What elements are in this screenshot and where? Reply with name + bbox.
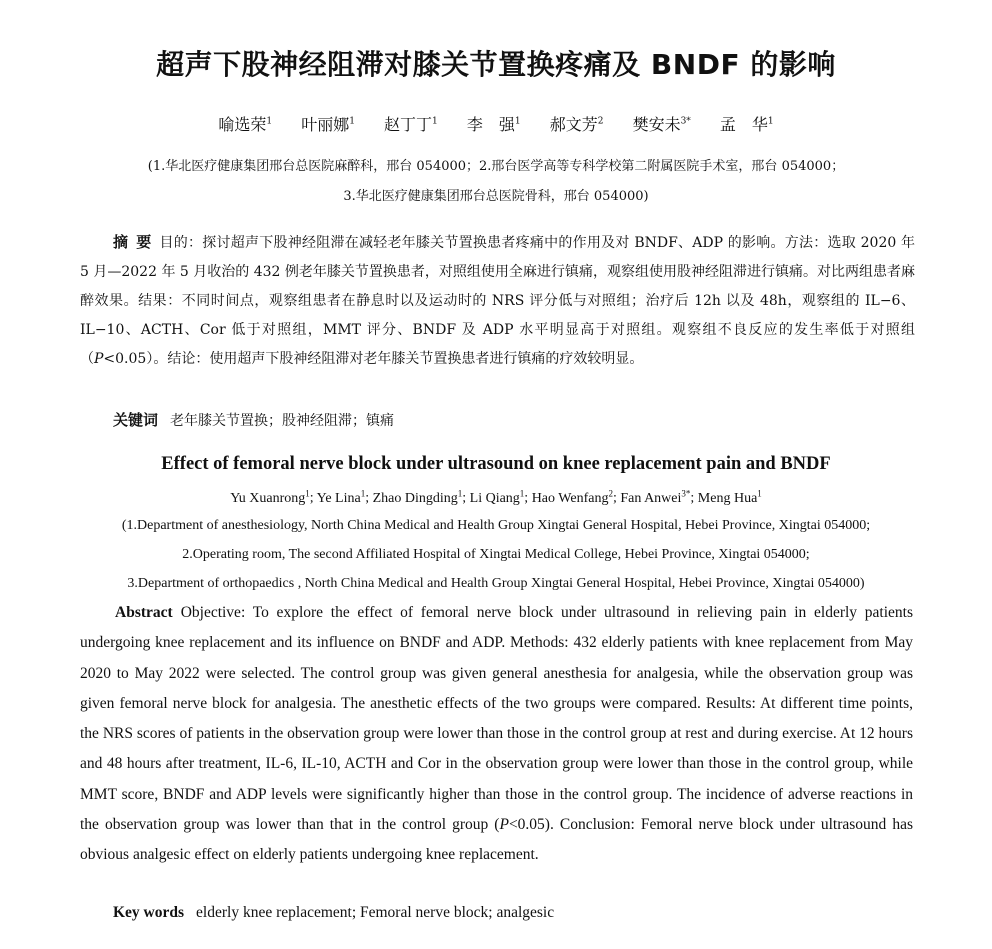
- english-abstract-text-end: <0.05). Conclusion: Femoral nerve block under ultrasound has obvious analgesic effect on elderly patients undergoing knee replacement.: [80, 816, 913, 864]
- english-affiliation-line: (1.Department of anesthesiology, North China Medical and Health Group Xingtai General Hospital, Hebei Province, Xingtai 054000;: [121, 518, 871, 533]
- english-author: Zhao Dingding$^1$: [372, 488, 463, 506]
- english-abstract-text: Objective: To explore the effect of femoral nerve block under ultrasound in relieving pain in elderly patients undergoing knee replacement and its influence on BNDF and ADP. Methods: 432 elderly patients with knee replacement from May 2020 to May 2022 were selected. The control group was given general anesthesia for analgesia, while the observation group was given femoral nerve block for analgesia. The anesthetic effects of the two groups were compared. Results: At different time points, the NRS scores of patients in the observation group were lower than those in the control group at rest and during exercise. At 12 hours and 48 hours after treatment, IL-6, IL-10, ACTH and Cor in the observation group were lower than those in the control group, while MMT score, BNDF and ADP levels were significantly higher than those in the control group. The incidence of adverse reactions in the observation group was lower than that in the control group (: [80, 604, 913, 834]
- chinese-author: 叶丽娜$^1$: [301, 115, 355, 135]
- chinese-keywords-label: 关键词: [113, 411, 159, 429]
- english-author-list: Yu Xuanrong$^1$; Ye Lina$^1$; Zhao Dingding$^1$; Li Qiang$^1$; Hao Wenfang$^2$; Fan Anwei$^{3*}$; Meng Hua$^1$: [230, 488, 762, 506]
- chinese-author-list: [0, 109, 992, 138]
- chinese-author: 喻选荣$^1$: [218, 115, 273, 135]
- english-affiliation-line: 2.Operating room, The second Affiliated Hospital of Xingtai Medical College, Hebei Province, Xingtai 054000;: [182, 547, 810, 562]
- chinese-abstract: [80, 228, 915, 374]
- english-abstract-label: Abstract: [115, 604, 173, 621]
- english-title: Effect of femoral nerve block under ultrasound on knee replacement pain and BNDF: [161, 454, 831, 474]
- english-author: Hao Wenfang$^2$: [531, 488, 613, 506]
- chinese-abstract-text-end: <0.05）。结论：使用超声下股神经阻滞对老年膝关节置换患者进行镇痛的疗效较明显。: [103, 351, 644, 367]
- chinese-abstract-label: 摘要: [113, 233, 160, 251]
- chinese-author: 赵丁丁$^1$: [384, 115, 438, 135]
- chinese-author: 李 强$^1$: [466, 115, 521, 135]
- english-author: Meng Hua$^1$: [697, 488, 762, 506]
- chinese-affiliation-line: 3.华北医疗健康集团邢台总医院骨科，邢台 054000): [343, 189, 649, 204]
- english-keywords: [113, 900, 554, 926]
- english-affiliation-line: 3.Department of orthopaedics , North China Medical and Health Group Xingtai General Hospital, Hebei Province, Xingtai 054000): [127, 576, 865, 591]
- chinese-affiliations: [60, 152, 932, 212]
- chinese-affiliation-line: (1.华北医疗健康集团邢台总医院麻醉科，邢台 054000；2.邢台医学高等专科学校第二附属医院手术室，邢台 054000；: [147, 159, 845, 174]
- chinese-title: 超声下股神经阻滞对膝关节置换疼痛及 BNDF 的影响: [156, 48, 836, 81]
- english-affiliations: [40, 511, 952, 598]
- english-keywords-text: elderly knee replacement; Femoral nerve block; analgesic: [196, 904, 555, 921]
- english-abstract: [80, 598, 913, 871]
- chinese-keywords-text: 老年膝关节置换；股神经阻滞；镇痛: [170, 413, 395, 429]
- chinese-abstract-text: 目的：探讨超声下股神经阻滞在减轻老年膝关节置换患者疼痛中的作用及对 BNDF、ADP 的影响。方法：选取 2020 年 5 月—2022 年 5 月收治的 432 例老年膝关节置换患者，对照组使用全麻进行镇痛，观察组使用股神经阻滞进行镇痛。对比两组患者麻醉效果。结果：不同时间点，观察组患者在静息时以及运动时的 NRS 评分低与对照组；治疗后 12h 以及 48h，观察组的 IL−6、IL−10、ACTH、Cor 低于对照组，MMT 评分、BNDF 及 ADP 水平明显高于对照组。观察组不良反应的发生率低于对照组（: [80, 235, 915, 367]
- chinese-author: 樊安未$^{3*}$: [632, 115, 691, 135]
- english-abstract-p-symbol: P: [499, 816, 509, 834]
- english-author: Li Qiang$^1$: [469, 488, 525, 506]
- chinese-keywords: [113, 407, 394, 434]
- chinese-author: 孟 华$^1$: [719, 115, 774, 135]
- chinese-author: 郝文芳$^2$: [549, 115, 604, 135]
- english-author: Ye Lina$^1$: [316, 488, 366, 506]
- english-author: Yu Xuanrong$^1$: [230, 488, 310, 506]
- english-keywords-label: Key words: [113, 904, 185, 921]
- english-author: Fan Anwei$^{3*}$: [620, 488, 691, 506]
- chinese-abstract-p-symbol: P: [94, 351, 104, 367]
